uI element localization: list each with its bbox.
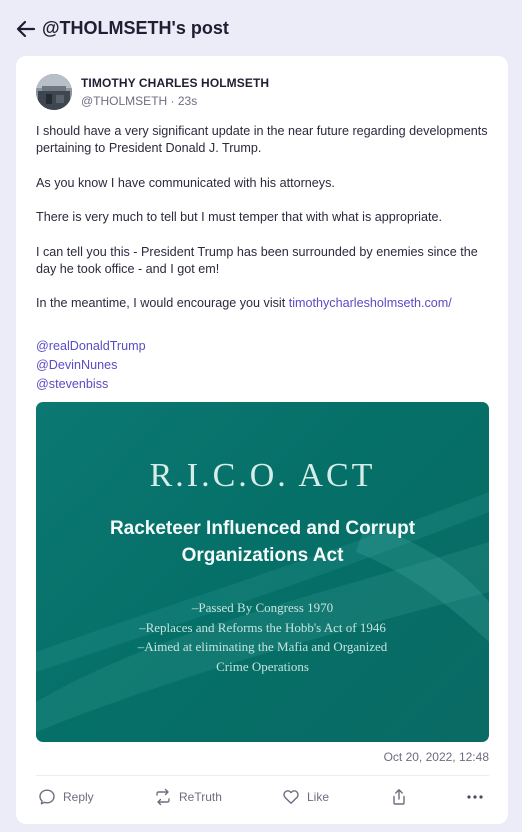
slide-bullet: Crime Operations	[216, 658, 309, 674]
post-body	[36, 123, 496, 330]
avatar[interactable]	[36, 74, 72, 110]
slide-subtitle	[66, 515, 459, 569]
post-paragraph: I can tell you this - President Trump has been surrounded by enemies since the day he took office - and I got em!	[36, 244, 478, 276]
like-label: Like	[307, 790, 330, 804]
more-options-button[interactable]	[466, 782, 491, 812]
slide-bullet: –Replaces and Reforms the Hobb's Act of 1946	[139, 619, 386, 635]
avatar-image	[36, 74, 72, 110]
share-button[interactable]	[390, 782, 415, 812]
like-button[interactable]	[282, 782, 329, 812]
more-horizontal-icon	[466, 788, 484, 806]
slide-subtitle-line: Organizations Act	[181, 545, 344, 566]
mention-link[interactable]: @stevenbiss	[36, 377, 109, 391]
visit-text: In the meantime, I would encourage you visit	[36, 296, 289, 310]
post-card	[16, 56, 508, 824]
author-name[interactable]: TIMOTHY CHARLES HOLMSETH	[81, 76, 270, 90]
reply-button[interactable]	[38, 782, 94, 812]
slide-bullets	[36, 598, 489, 676]
slide-title: R.I.C.O. ACT	[149, 457, 376, 494]
mention-link[interactable]: @realDonaldTrump	[36, 339, 146, 353]
post-paragraph: I should have a very significant update in the near future regarding developments pertaining to President Donald J. Trump.	[36, 124, 488, 155]
slide-subtitle-line: Racketeer Influenced and Corrupt	[109, 518, 416, 539]
slide-bullet: –Passed By Congress 1970	[191, 600, 334, 615]
page-title: @THOLMSETH's post	[42, 18, 229, 38]
arrow-left-icon[interactable]	[16, 20, 36, 38]
heart-icon	[282, 788, 300, 806]
website-link[interactable]: timothycharlesholmseth.com/	[288, 296, 452, 310]
post-paragraph: There is very much to tell but I must temper that with what is appropriate.	[36, 210, 442, 224]
page-header	[0, 0, 522, 56]
retruth-button[interactable]	[154, 782, 222, 812]
mentions-list	[36, 337, 146, 394]
slide-background-swoosh	[36, 402, 489, 742]
retruth-icon	[154, 788, 172, 806]
author-handle: @THOLMSETH · 23s	[81, 94, 198, 108]
post-actions	[36, 782, 489, 812]
slide-bullet: –Aimed at eliminating the Mafia and Organized	[137, 639, 388, 654]
mention-link[interactable]: @DevinNunes	[36, 358, 118, 372]
reply-icon	[38, 788, 56, 806]
post-paragraph-visit	[36, 295, 496, 312]
post-paragraph: As you know I have communicated with his attorneys.	[36, 175, 335, 190]
divider	[36, 775, 489, 776]
retruth-label: ReTruth	[179, 790, 222, 804]
post-timestamp: Oct 20, 2022, 12:48	[383, 750, 489, 764]
post-media-image[interactable]	[36, 402, 489, 742]
share-icon	[390, 788, 408, 806]
reply-label: Reply	[63, 790, 94, 804]
